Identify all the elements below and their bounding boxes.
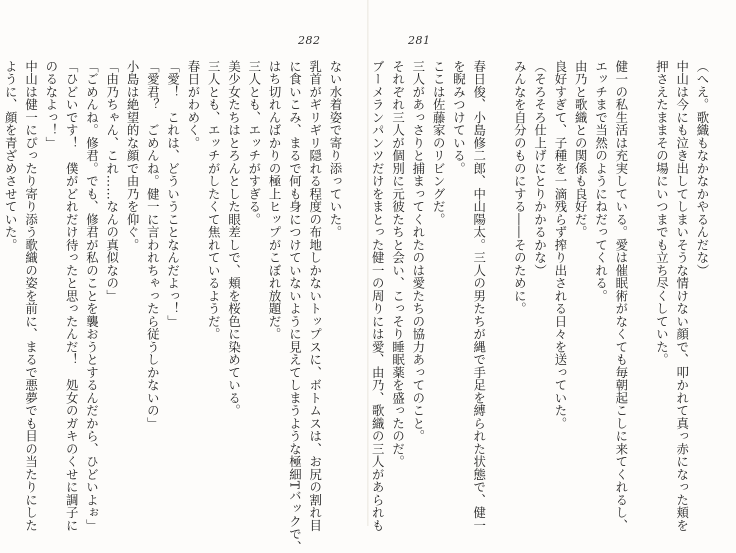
left-page-number: 282 bbox=[298, 34, 321, 47]
text-line: 良好すぎて、子種を一滴残らず搾り出される日々を送っていた。 bbox=[552, 60, 568, 430]
text-line: 中山は健一にぴったり寄り添う歌織の姿を前に、まるで悪夢でも目の当たりにした bbox=[23, 60, 39, 532]
text-line: 三人とも、エッチがしたくて焦れているようだ。 bbox=[206, 60, 222, 341]
text-line: みんなを自分のものにする――そのために。 bbox=[512, 60, 528, 315]
text-line: のるなよっ！」 bbox=[43, 60, 59, 150]
text-line: 三人があっさりと捕まってくれたのは愛たちの協力あってのこと。 bbox=[410, 60, 426, 443]
text-line: 美少女たちはとろんとした眼差しで、頬を桜色に染めている。 bbox=[226, 60, 242, 417]
right-page-body bbox=[370, 60, 712, 532]
left-page-body bbox=[3, 60, 345, 553]
text-line: はち切れんばかりの極上ヒップがこぼれ放題だ。 bbox=[267, 60, 283, 341]
text-line: ブーメランパンツだけをまとった健一の周りには愛、由乃、歌織の三人があられも bbox=[370, 60, 386, 532]
text-line: 「ごめんね。修君。でも、修君が私のことを襲おうとするんだから、ひどいよぉ」 bbox=[84, 60, 100, 532]
text-line: 「由乃ちゃん、これ……なんの真似なの」 bbox=[104, 60, 120, 303]
text-line: 春日俊、小島修二郎、中山陽太。三人の男たちが縄で手足を縛られた状態で、健一 bbox=[471, 60, 487, 532]
text-line: ここは佐藤家のリビングだ。 bbox=[431, 60, 447, 226]
text-line: 「愛！ これは、どういうことなんだよっ！」 bbox=[165, 60, 181, 328]
text-line: 「ひどいです！ 僕がどれだけ待ったと思ったんだ！ 処女のガキのくせに調子に bbox=[64, 60, 80, 532]
text-line: 小島は絶望的な顔で由乃を仰ぐ。 bbox=[125, 60, 141, 252]
text-line: 「愛君？ ごめんね。健一に言われちゃったら従うしかないの」 bbox=[145, 60, 161, 430]
text-line bbox=[489, 60, 509, 500]
text-line: を睨みつけている。 bbox=[451, 60, 467, 175]
text-line: （そろそろ仕上げにとりかかるかな） bbox=[532, 60, 548, 277]
text-line: 三人とも、エッチがすぎる。 bbox=[246, 60, 262, 226]
text-line: に食いこみ、まるで何も身につけていないように見えてしまうような極細Tバックで、 bbox=[287, 60, 303, 553]
text-line: 乳首がギリギリ隠れる程度の布地しかないトップスに、ボトムスは、お尻の割れ目 bbox=[307, 60, 323, 532]
text-line: （へえ。歌織もなかなかやるんだな） bbox=[695, 60, 710, 277]
text-line: 押さえたままその場にいつまでも立ち尽くしていた。 bbox=[654, 60, 670, 366]
text-line bbox=[631, 60, 651, 500]
text-line: 健一の私生活は充実している。愛は催眠術がなくても毎朝起こしに来てくれるし、 bbox=[613, 60, 629, 532]
text-line: それぞれ三人が個別に元彼たちと会い、こっそり睡眠薬を盛ったのだ。 bbox=[390, 60, 406, 468]
text-line: 春日がわめく。 bbox=[185, 60, 201, 150]
text-line: エッチまで当然のようにねだってくれる。 bbox=[593, 60, 609, 303]
text-line: ない水着姿で寄り添っていた。 bbox=[328, 60, 343, 239]
text-line: 由乃と歌織との関係も良好だ。 bbox=[573, 60, 589, 239]
right-page-number: 281 bbox=[408, 34, 431, 47]
text-line: ように、顔を青ざめさせていた。 bbox=[3, 60, 19, 252]
text-line: 中山は今にも泣き出してしまいそうな情けない顔で、叩かれて真っ赤になった頬を bbox=[674, 60, 690, 532]
